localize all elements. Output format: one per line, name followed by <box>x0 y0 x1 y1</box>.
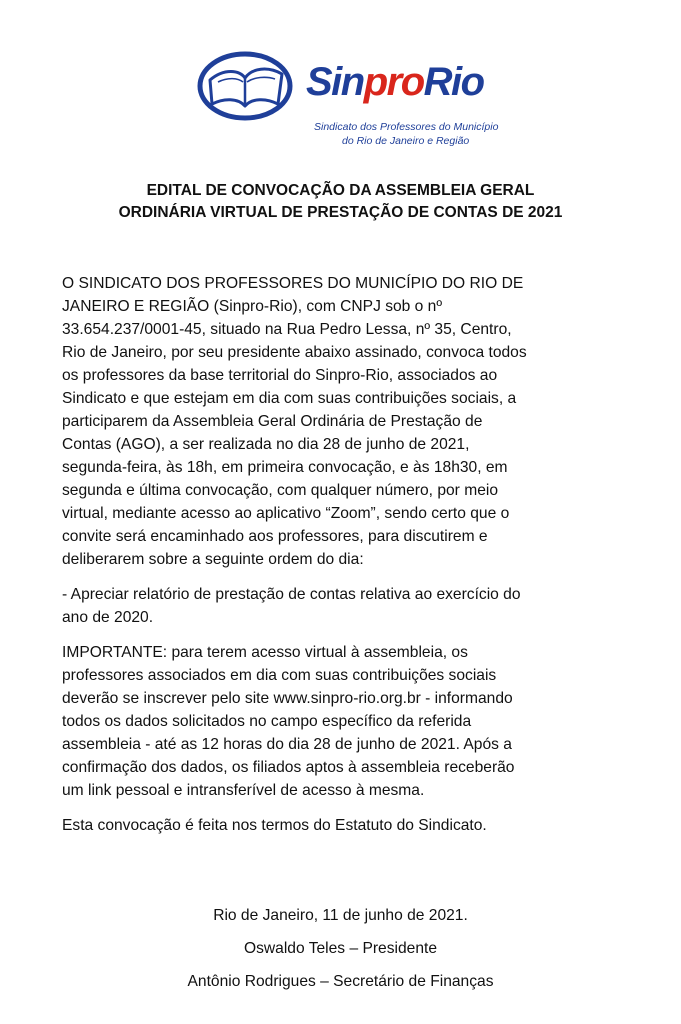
text-line: deverão se inscrever pelo site www.sinpro-rio.org.br - informando <box>62 690 513 707</box>
open-book-emblem-icon <box>196 50 294 122</box>
text-line: todos os dados solicitados no campo específico da referida <box>62 713 472 730</box>
text-line: virtual, mediante acesso ao aplicativo “Zoom”, sendo certo que o <box>62 505 510 522</box>
text-line: deliberarem sobre a seguinte ordem do dia: <box>62 551 364 568</box>
document-body <box>62 272 632 849</box>
document-title-line-2: ORDINÁRIA VIRTUAL DE PRESTAÇÃO DE CONTAS DE 2021 <box>118 204 563 221</box>
logo-subtitle-line-2: do Rio de Janeiro e Região <box>342 135 470 147</box>
logo-wordmark-rio: Rio <box>423 60 484 104</box>
president-signature: Oswaldo Teles – Presidente <box>243 940 437 957</box>
paragraph-convocation <box>62 272 632 571</box>
logo-wordmark <box>306 58 484 106</box>
sinpro-rio-logo <box>196 50 516 150</box>
text-line: segunda-feira, às 18h, em primeira convocação, e às 18h30, em <box>62 459 508 476</box>
text-line: O SINDICATO DOS PROFESSORES DO MUNICÍPIO DO RIO DE <box>62 275 524 292</box>
signature-block <box>40 904 641 1003</box>
logo-wordmark-pro: pro <box>363 60 424 104</box>
text-line: professores associados em dia com suas contribuições sociais <box>62 667 497 684</box>
paragraph-statute <box>62 814 632 837</box>
text-line: ano de 2020. <box>62 609 154 626</box>
text-line: Contas (AGO), a ser realizada no dia 28 de junho de 2021, <box>62 436 470 453</box>
text-line: os professores da base territorial do Sinpro-Rio, associados ao <box>62 367 498 384</box>
text-line: assembleia - até as 12 horas do dia 28 de junho de 2021. Após a <box>62 736 512 753</box>
place-date: Rio de Janeiro, 11 de junho de 2021. <box>213 907 468 924</box>
document-title-line-1: EDITAL DE CONVOCAÇÃO DA ASSEMBLEIA GERAL <box>146 182 535 199</box>
logo-wordmark-sin: Sin <box>306 60 364 104</box>
text-line: participarem da Assembleia Geral Ordinária de Prestação de <box>62 413 483 430</box>
text-line: Esta convocação é feita nos termos do Estatuto do Sindicato. <box>62 817 487 834</box>
document-title <box>40 180 641 224</box>
logo-subtitle-line-1: Sindicato dos Professores do Município <box>314 121 499 133</box>
logo-subtitle <box>314 120 498 148</box>
text-line: Rio de Janeiro, por seu presidente abaixo assinado, convoca todos <box>62 344 527 361</box>
text-line: 33.654.237/0001-45, situado na Rua Pedro Lessa, nº 35, Centro, <box>62 321 512 338</box>
text-line: - Apreciar relatório de prestação de contas relativa ao exercício do <box>62 586 521 603</box>
text-line: segunda e última convocação, com qualquer número, por meio <box>62 482 499 499</box>
text-line: IMPORTANTE: para terem acesso virtual à assembleia, os <box>62 644 468 661</box>
text-line: JANEIRO E REGIÃO (Sinpro-Rio), com CNPJ sob o nº <box>62 298 443 315</box>
text-line: um link pessoal e intransferível de acesso à mesma. <box>62 782 425 799</box>
paragraph-agenda <box>62 583 632 629</box>
secretary-signature: Antônio Rodrigues – Secretário de Finanças <box>187 973 494 990</box>
text-line: Sindicato e que estejam em dia com suas contribuições sociais, a <box>62 390 517 407</box>
text-line: convite será encaminhado aos professores, para discutirem e <box>62 528 488 545</box>
paragraph-important <box>62 641 632 802</box>
text-line: confirmação dos dados, os filiados aptos à assembleia receberão <box>62 759 515 776</box>
